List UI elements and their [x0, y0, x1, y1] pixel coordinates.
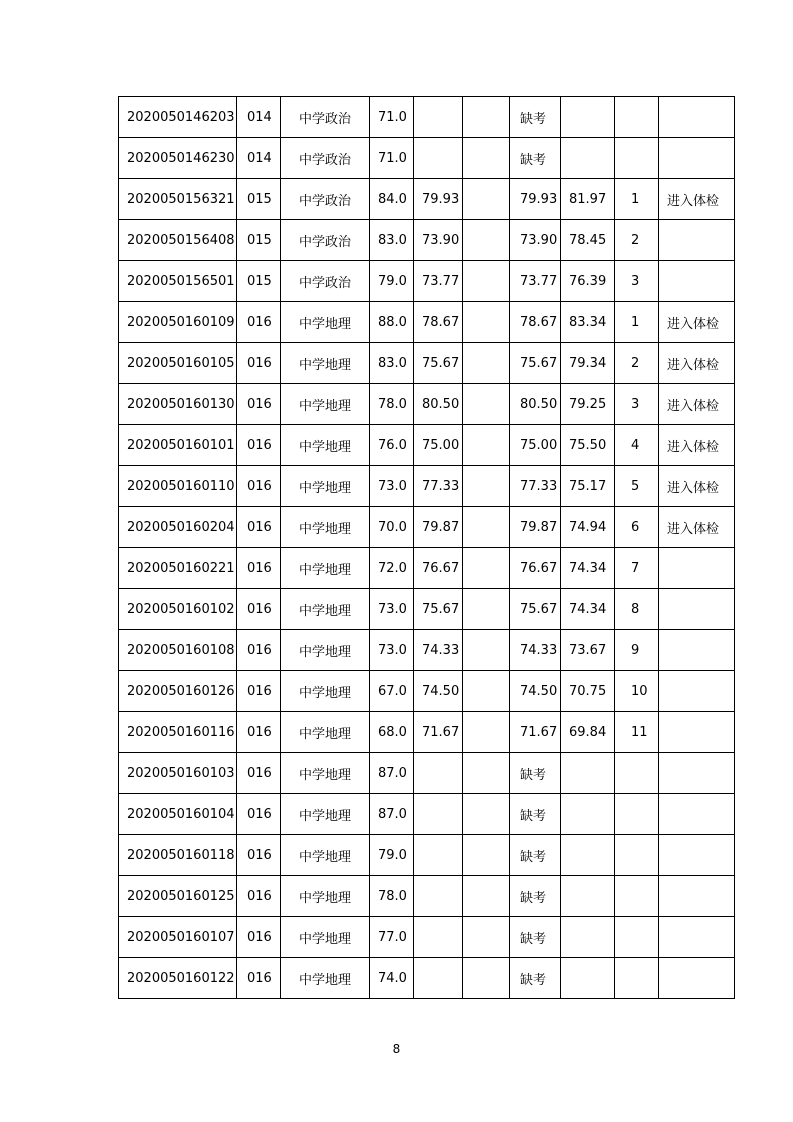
cell-final-interview: 74.33	[510, 630, 561, 671]
cell-rank	[615, 835, 659, 876]
cell-subject: 中学地理	[281, 425, 370, 466]
table-row	[119, 753, 735, 794]
cell-subject: 中学政治	[281, 220, 370, 261]
table-row	[119, 343, 735, 384]
cell-rank: 8	[615, 589, 659, 630]
cell-total-score	[561, 753, 615, 794]
cell-position-code: 015	[237, 220, 281, 261]
cell-result	[659, 917, 735, 958]
cell-result: 进入体检	[659, 179, 735, 220]
cell-final-interview: 77.33	[510, 466, 561, 507]
cell-written-score: 71.0	[370, 138, 414, 179]
cell-interview-score: 76.67	[414, 548, 463, 589]
cell-candidate-id: 2020050160221	[119, 548, 237, 589]
cell-result	[659, 671, 735, 712]
cell-rank	[615, 794, 659, 835]
cell-rank	[615, 753, 659, 794]
cell-result	[659, 712, 735, 753]
cell-final-interview: 79.87	[510, 507, 561, 548]
cell-interview-score: 75.67	[414, 343, 463, 384]
cell-final-interview: 缺考	[510, 138, 561, 179]
table-row	[119, 548, 735, 589]
cell-interview-score: 79.93	[414, 179, 463, 220]
cell-position-code: 016	[237, 343, 281, 384]
cell-result: 进入体检	[659, 343, 735, 384]
cell-empty	[463, 425, 510, 466]
cell-final-interview: 73.77	[510, 261, 561, 302]
cell-candidate-id: 2020050156501	[119, 261, 237, 302]
cell-empty	[463, 220, 510, 261]
cell-total-score	[561, 876, 615, 917]
cell-position-code: 014	[237, 138, 281, 179]
cell-empty	[463, 958, 510, 999]
cell-empty	[463, 548, 510, 589]
cell-candidate-id: 2020050160109	[119, 302, 237, 343]
cell-rank: 6	[615, 507, 659, 548]
cell-final-interview: 76.67	[510, 548, 561, 589]
cell-empty	[463, 179, 510, 220]
cell-final-interview: 78.67	[510, 302, 561, 343]
cell-candidate-id: 2020050156408	[119, 220, 237, 261]
cell-written-score: 71.0	[370, 97, 414, 138]
cell-rank	[615, 876, 659, 917]
cell-subject: 中学地理	[281, 466, 370, 507]
cell-empty	[463, 507, 510, 548]
cell-interview-score: 75.00	[414, 425, 463, 466]
cell-written-score: 79.0	[370, 261, 414, 302]
cell-position-code: 016	[237, 835, 281, 876]
cell-empty	[463, 138, 510, 179]
cell-candidate-id: 2020050160103	[119, 753, 237, 794]
cell-subject: 中学地理	[281, 712, 370, 753]
cell-written-score: 83.0	[370, 220, 414, 261]
cell-final-interview: 缺考	[510, 835, 561, 876]
cell-position-code: 016	[237, 466, 281, 507]
cell-total-score	[561, 138, 615, 179]
cell-interview-score	[414, 97, 463, 138]
cell-final-interview: 75.67	[510, 343, 561, 384]
table-row	[119, 712, 735, 753]
cell-final-interview: 缺考	[510, 876, 561, 917]
cell-interview-score: 79.87	[414, 507, 463, 548]
cell-rank	[615, 917, 659, 958]
cell-written-score: 67.0	[370, 671, 414, 712]
table-row	[119, 138, 735, 179]
cell-subject: 中学政治	[281, 179, 370, 220]
cell-rank	[615, 97, 659, 138]
cell-empty	[463, 835, 510, 876]
cell-written-score: 83.0	[370, 343, 414, 384]
cell-result	[659, 630, 735, 671]
cell-total-score	[561, 97, 615, 138]
cell-candidate-id: 2020050160102	[119, 589, 237, 630]
cell-position-code: 016	[237, 753, 281, 794]
cell-candidate-id: 2020050156321	[119, 179, 237, 220]
cell-interview-score	[414, 876, 463, 917]
cell-candidate-id: 2020050160116	[119, 712, 237, 753]
cell-position-code: 016	[237, 548, 281, 589]
cell-position-code: 016	[237, 712, 281, 753]
cell-result	[659, 261, 735, 302]
table-body	[119, 97, 735, 999]
cell-interview-score	[414, 917, 463, 958]
cell-empty	[463, 343, 510, 384]
cell-written-score: 77.0	[370, 917, 414, 958]
cell-subject: 中学政治	[281, 138, 370, 179]
cell-total-score: 70.75	[561, 671, 615, 712]
cell-candidate-id: 2020050160130	[119, 384, 237, 425]
cell-rank: 5	[615, 466, 659, 507]
cell-empty	[463, 630, 510, 671]
cell-empty	[463, 302, 510, 343]
cell-final-interview: 80.50	[510, 384, 561, 425]
cell-empty	[463, 876, 510, 917]
cell-rank: 10	[615, 671, 659, 712]
cell-empty	[463, 261, 510, 302]
table-row	[119, 179, 735, 220]
cell-subject: 中学政治	[281, 261, 370, 302]
cell-written-score: 87.0	[370, 753, 414, 794]
cell-interview-score	[414, 958, 463, 999]
cell-final-interview: 74.50	[510, 671, 561, 712]
cell-total-score	[561, 835, 615, 876]
cell-rank	[615, 958, 659, 999]
cell-total-score	[561, 917, 615, 958]
cell-subject: 中学地理	[281, 917, 370, 958]
cell-position-code: 014	[237, 97, 281, 138]
cell-total-score	[561, 794, 615, 835]
cell-position-code: 016	[237, 302, 281, 343]
cell-total-score: 79.25	[561, 384, 615, 425]
page-number: 8	[392, 1042, 401, 1056]
cell-final-interview: 缺考	[510, 97, 561, 138]
cell-candidate-id: 2020050160126	[119, 671, 237, 712]
cell-interview-score	[414, 753, 463, 794]
table-row	[119, 958, 735, 999]
cell-final-interview: 缺考	[510, 753, 561, 794]
cell-final-interview: 75.67	[510, 589, 561, 630]
cell-total-score: 78.45	[561, 220, 615, 261]
cell-final-interview: 79.93	[510, 179, 561, 220]
cell-total-score: 74.94	[561, 507, 615, 548]
cell-interview-score	[414, 794, 463, 835]
cell-empty	[463, 753, 510, 794]
cell-candidate-id: 2020050146203	[119, 97, 237, 138]
cell-candidate-id: 2020050160122	[119, 958, 237, 999]
cell-subject: 中学地理	[281, 630, 370, 671]
cell-written-score: 84.0	[370, 179, 414, 220]
cell-position-code: 016	[237, 589, 281, 630]
cell-total-score: 81.97	[561, 179, 615, 220]
cell-result	[659, 753, 735, 794]
cell-position-code: 016	[237, 958, 281, 999]
cell-rank: 1	[615, 302, 659, 343]
cell-written-score: 72.0	[370, 548, 414, 589]
cell-interview-score: 73.90	[414, 220, 463, 261]
results-table	[118, 96, 735, 999]
cell-rank: 2	[615, 220, 659, 261]
table-row	[119, 671, 735, 712]
cell-candidate-id: 2020050160105	[119, 343, 237, 384]
cell-candidate-id: 2020050160204	[119, 507, 237, 548]
cell-subject: 中学地理	[281, 302, 370, 343]
cell-written-score: 68.0	[370, 712, 414, 753]
cell-result: 进入体检	[659, 384, 735, 425]
cell-position-code: 016	[237, 876, 281, 917]
table-row	[119, 466, 735, 507]
cell-rank: 4	[615, 425, 659, 466]
cell-empty	[463, 589, 510, 630]
cell-written-score: 73.0	[370, 589, 414, 630]
cell-interview-score: 74.33	[414, 630, 463, 671]
cell-position-code: 015	[237, 261, 281, 302]
table-row	[119, 507, 735, 548]
cell-rank: 2	[615, 343, 659, 384]
cell-subject: 中学地理	[281, 589, 370, 630]
table-row	[119, 97, 735, 138]
cell-interview-score: 78.67	[414, 302, 463, 343]
cell-total-score: 74.34	[561, 548, 615, 589]
cell-candidate-id: 2020050160107	[119, 917, 237, 958]
cell-written-score: 73.0	[370, 466, 414, 507]
cell-interview-score: 77.33	[414, 466, 463, 507]
cell-candidate-id: 2020050146230	[119, 138, 237, 179]
cell-rank: 7	[615, 548, 659, 589]
cell-empty	[463, 466, 510, 507]
table-row	[119, 384, 735, 425]
cell-rank	[615, 138, 659, 179]
cell-interview-score: 75.67	[414, 589, 463, 630]
cell-written-score: 70.0	[370, 507, 414, 548]
cell-candidate-id: 2020050160125	[119, 876, 237, 917]
cell-total-score: 69.84	[561, 712, 615, 753]
cell-final-interview: 缺考	[510, 794, 561, 835]
cell-result	[659, 548, 735, 589]
cell-total-score: 79.34	[561, 343, 615, 384]
table-row	[119, 917, 735, 958]
cell-total-score: 76.39	[561, 261, 615, 302]
cell-result: 进入体检	[659, 466, 735, 507]
cell-result	[659, 589, 735, 630]
cell-result	[659, 958, 735, 999]
table-row	[119, 876, 735, 917]
cell-rank: 3	[615, 261, 659, 302]
cell-written-score: 87.0	[370, 794, 414, 835]
cell-final-interview: 73.90	[510, 220, 561, 261]
cell-subject: 中学地理	[281, 876, 370, 917]
cell-result	[659, 835, 735, 876]
cell-written-score: 78.0	[370, 876, 414, 917]
cell-position-code: 016	[237, 384, 281, 425]
cell-empty	[463, 671, 510, 712]
cell-total-score: 75.50	[561, 425, 615, 466]
cell-result	[659, 97, 735, 138]
cell-interview-score: 71.67	[414, 712, 463, 753]
cell-written-score: 73.0	[370, 630, 414, 671]
cell-final-interview: 71.67	[510, 712, 561, 753]
cell-total-score: 73.67	[561, 630, 615, 671]
cell-candidate-id: 2020050160118	[119, 835, 237, 876]
cell-subject: 中学地理	[281, 384, 370, 425]
cell-subject: 中学地理	[281, 958, 370, 999]
cell-result	[659, 138, 735, 179]
cell-position-code: 016	[237, 507, 281, 548]
cell-position-code: 015	[237, 179, 281, 220]
cell-written-score: 74.0	[370, 958, 414, 999]
cell-total-score: 83.34	[561, 302, 615, 343]
table-row	[119, 261, 735, 302]
cell-position-code: 016	[237, 425, 281, 466]
cell-candidate-id: 2020050160104	[119, 794, 237, 835]
cell-final-interview: 缺考	[510, 917, 561, 958]
cell-interview-score: 73.77	[414, 261, 463, 302]
cell-result: 进入体检	[659, 302, 735, 343]
table-row	[119, 835, 735, 876]
cell-position-code: 016	[237, 917, 281, 958]
table-row	[119, 630, 735, 671]
cell-result	[659, 220, 735, 261]
cell-total-score: 75.17	[561, 466, 615, 507]
cell-empty	[463, 917, 510, 958]
cell-result: 进入体检	[659, 425, 735, 466]
cell-subject: 中学地理	[281, 794, 370, 835]
cell-subject: 中学地理	[281, 753, 370, 794]
cell-empty	[463, 97, 510, 138]
cell-subject: 中学地理	[281, 671, 370, 712]
cell-subject: 中学地理	[281, 507, 370, 548]
table-row	[119, 794, 735, 835]
cell-subject: 中学地理	[281, 343, 370, 384]
cell-result: 进入体检	[659, 507, 735, 548]
cell-final-interview: 缺考	[510, 958, 561, 999]
cell-written-score: 76.0	[370, 425, 414, 466]
cell-candidate-id: 2020050160110	[119, 466, 237, 507]
cell-empty	[463, 384, 510, 425]
table-row	[119, 302, 735, 343]
cell-interview-score: 80.50	[414, 384, 463, 425]
cell-empty	[463, 794, 510, 835]
cell-written-score: 79.0	[370, 835, 414, 876]
cell-interview-score: 74.50	[414, 671, 463, 712]
table-row	[119, 425, 735, 466]
cell-interview-score	[414, 835, 463, 876]
cell-rank: 9	[615, 630, 659, 671]
table-row	[119, 220, 735, 261]
cell-final-interview: 75.00	[510, 425, 561, 466]
cell-candidate-id: 2020050160108	[119, 630, 237, 671]
cell-rank: 3	[615, 384, 659, 425]
cell-subject: 中学地理	[281, 835, 370, 876]
cell-position-code: 016	[237, 630, 281, 671]
cell-result	[659, 794, 735, 835]
cell-written-score: 88.0	[370, 302, 414, 343]
cell-total-score: 74.34	[561, 589, 615, 630]
cell-rank: 11	[615, 712, 659, 753]
table-row	[119, 589, 735, 630]
cell-written-score: 78.0	[370, 384, 414, 425]
cell-interview-score	[414, 138, 463, 179]
cell-position-code: 016	[237, 794, 281, 835]
cell-candidate-id: 2020050160101	[119, 425, 237, 466]
cell-total-score	[561, 958, 615, 999]
cell-empty	[463, 712, 510, 753]
cell-rank: 1	[615, 179, 659, 220]
cell-subject: 中学地理	[281, 548, 370, 589]
cell-subject: 中学政治	[281, 97, 370, 138]
cell-result	[659, 876, 735, 917]
cell-position-code: 016	[237, 671, 281, 712]
